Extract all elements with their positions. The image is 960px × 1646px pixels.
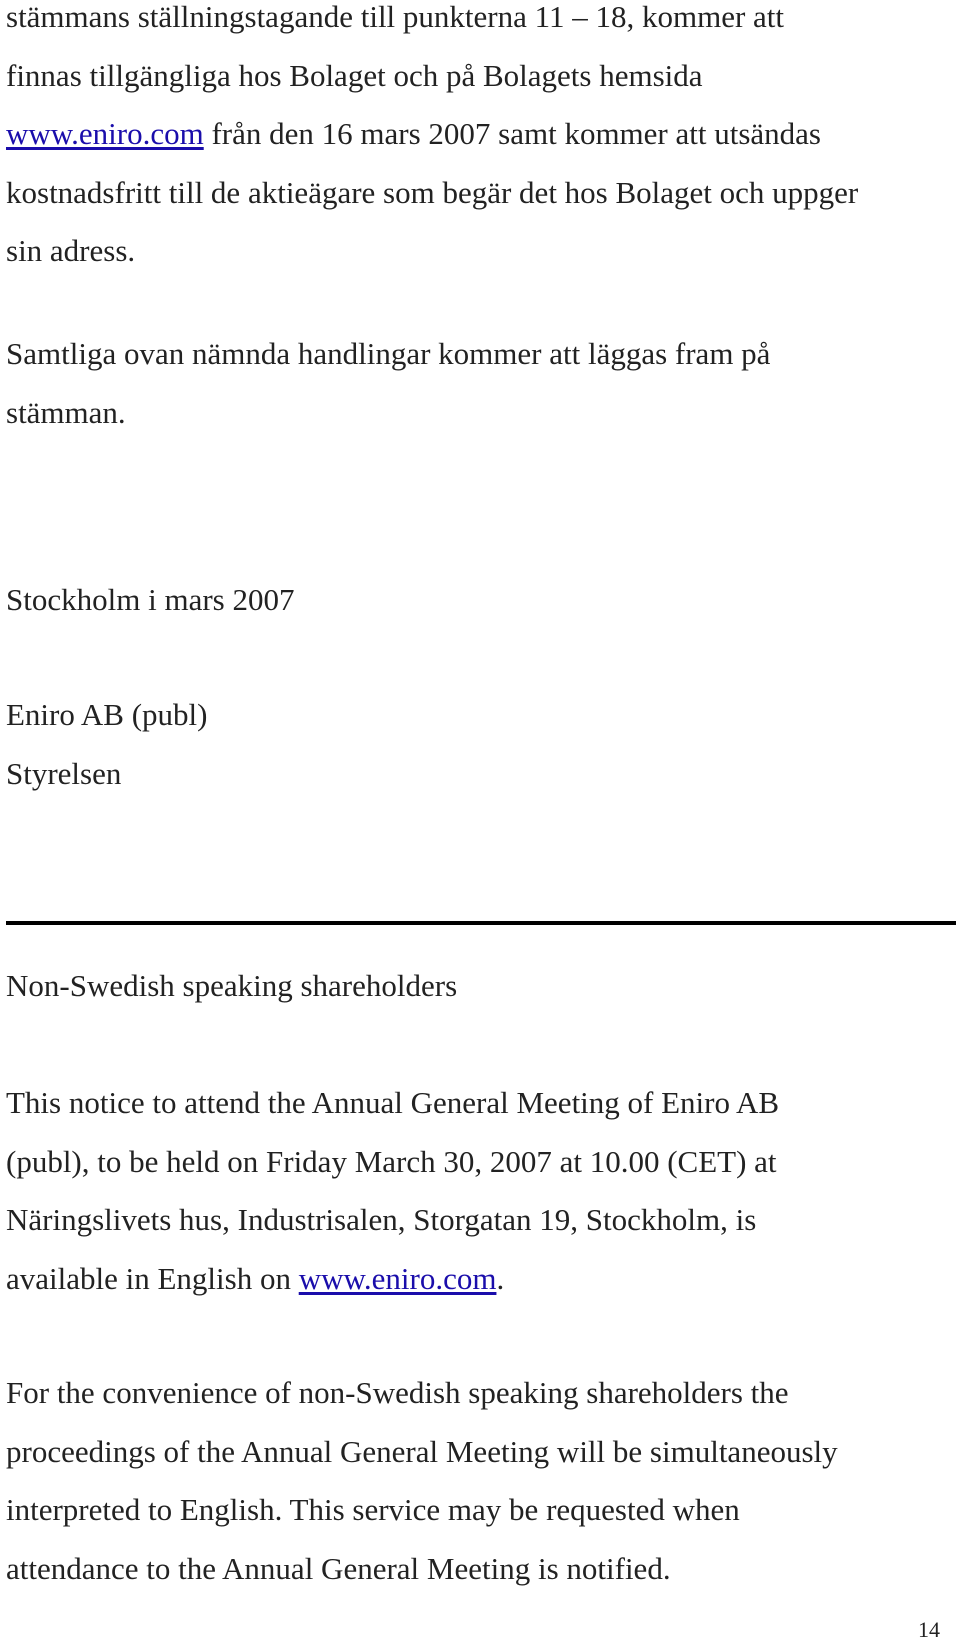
text-line: finnas tillgängliga hos Bolaget och på Bolagets hemsida — [6, 57, 703, 93]
page-number: 14 — [918, 1617, 940, 1642]
text-line: stämmans ställningstagande till punkterna 11 – 18, kommer att — [6, 0, 785, 34]
text-fragment: available in English on — [6, 1260, 299, 1296]
text-line: For the convenience of non-Swedish speaking shareholders the — [6, 1375, 789, 1410]
text-line — [6, 1250, 779, 1309]
text-line: kostnadsfritt till de aktieägare som begär det hos Bolaget och uppger — [6, 174, 859, 210]
section-heading: Non-Swedish speaking shareholders — [6, 968, 458, 1003]
english-notice-paragraph — [6, 1074, 779, 1308]
text-line: Näringslivets hus, Industrisalen, Storgatan 19, Stockholm, is — [6, 1202, 757, 1237]
interpretation-paragraph — [6, 1364, 838, 1598]
eniro-website-link[interactable]: www.eniro.com — [6, 116, 204, 151]
text-fragment: från den 16 mars 2007 samt kommer att utsändas — [203, 116, 821, 151]
board-signature: Styrelsen — [6, 755, 122, 791]
text-line: stämman. — [6, 394, 126, 430]
place-date: Stockholm i mars 2007 — [6, 582, 295, 617]
text-line: proceedings of the Annual General Meeting will be simultaneously — [6, 1433, 838, 1469]
signature-block — [6, 686, 208, 803]
text-line — [6, 105, 858, 164]
eniro-website-link[interactable]: www.eniro.com — [298, 1260, 497, 1296]
text-line: Samtliga ovan nämnda handlingar kommer att läggas fram på — [6, 336, 771, 371]
text-line: (publ), to be held on Friday March 30, 2007 at 10.00 (CET) at — [6, 1143, 777, 1179]
section-divider — [6, 921, 956, 925]
text-line: attendance to the Annual General Meeting is notified. — [6, 1550, 671, 1586]
text-line: sin adress. — [6, 233, 136, 268]
company-name: Eniro AB (publ) — [6, 697, 208, 732]
text-fragment: . — [496, 1260, 505, 1296]
documents-presented-paragraph — [6, 325, 770, 442]
documents-availability-paragraph — [6, 0, 858, 281]
text-line: This notice to attend the Annual General Meeting of Eniro AB — [6, 1085, 780, 1120]
text-line: interpreted to English. This service may be requested when — [6, 1492, 740, 1527]
